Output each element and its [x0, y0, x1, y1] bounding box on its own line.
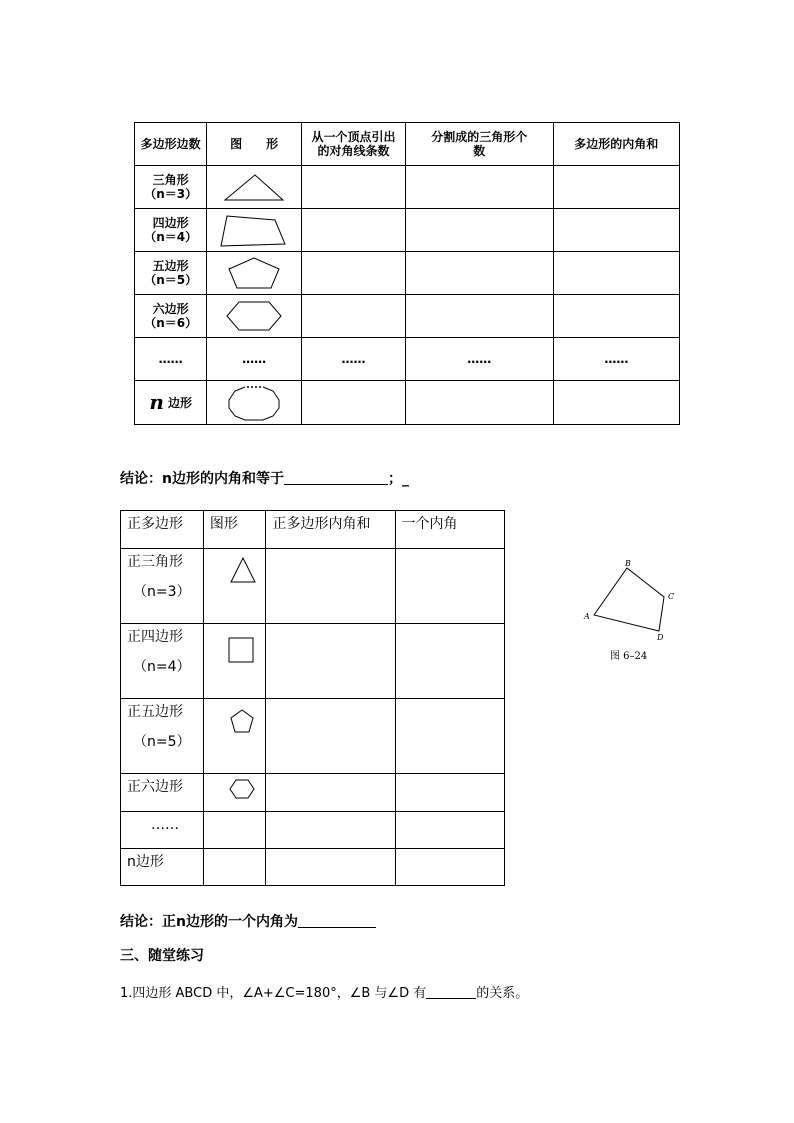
section-title: 三、随堂练习 — [120, 948, 204, 964]
polygon-angle-table — [134, 122, 680, 425]
row-label: n 边形 — [135, 381, 207, 425]
conclusion-one-angle: 结论：正n边形的一个内角为 — [120, 911, 376, 931]
vertex-b-label: B — [625, 559, 631, 568]
hexagon-figure — [207, 295, 302, 338]
figure-caption: 图 6–24 — [610, 651, 648, 662]
row-label: 三角形 （n＝3） — [135, 166, 207, 209]
header-regular-polygon: 正多边形 — [121, 511, 204, 549]
header-triangles: 分割成的三角形个数 — [405, 123, 553, 166]
conclusion-angle-sum: 结论：n边形的内角和等于 ；_ — [120, 471, 409, 487]
triangle-figure — [207, 166, 302, 209]
row-label: n边形 — [121, 849, 204, 886]
table-row — [135, 295, 680, 338]
regular-pentagon-figure — [203, 699, 266, 774]
header-diagonals: 从一个顶点引出的对角线条数 — [302, 123, 406, 166]
row-label: 正六边形 — [121, 774, 204, 812]
row-label: 四边形 （n＝4） — [135, 209, 207, 252]
n-gon-figure — [207, 381, 302, 425]
pentagon-figure — [207, 252, 302, 295]
table-row — [135, 166, 680, 209]
row-label: 正四边形 （n=4） — [121, 624, 204, 699]
header-sides: 多边形边数 — [135, 123, 207, 166]
table-row — [121, 624, 505, 699]
table-row — [121, 549, 505, 624]
table-row — [135, 381, 680, 425]
dots-row: …… — [121, 812, 505, 849]
quadrilateral-figure — [207, 209, 302, 252]
dots-row: …… …… …… …… …… — [135, 338, 680, 381]
square-figure — [203, 624, 266, 699]
question-1: 1.四边形 ABCD 中，∠A+∠C=180°，∠B 与∠D 有 的关系。 — [120, 986, 529, 1001]
answer-blank[interactable] — [298, 927, 376, 928]
vertex-a-label: A — [584, 612, 590, 621]
table-row — [135, 209, 680, 252]
table-row — [121, 774, 505, 812]
header-figure: 图 形 — [207, 123, 302, 166]
header-one-angle: 一个内角 — [395, 511, 504, 549]
row-label: 正三角形 （n=3） — [121, 549, 204, 624]
header-angle-sum: 正多边形内角和 — [266, 511, 395, 549]
regular-polygon-table — [120, 510, 505, 886]
table-row — [135, 252, 680, 295]
header-angle-sum: 多边形的内角和 — [553, 123, 679, 166]
row-label: 正五边形 （n=5） — [121, 699, 204, 774]
table-row — [121, 699, 505, 774]
table-row — [121, 849, 505, 886]
vertex-d-label: D — [657, 633, 664, 642]
answer-blank[interactable] — [426, 998, 476, 999]
row-label: 五边形 （n＝5） — [135, 252, 207, 295]
regular-hexagon-figure — [203, 774, 266, 812]
row-label: 六边形 （n＝6） — [135, 295, 207, 338]
regular-triangle-figure — [203, 549, 266, 624]
answer-blank[interactable] — [284, 484, 388, 485]
header-figure: 图形 — [203, 511, 266, 549]
vertex-c-label: C — [668, 592, 675, 601]
